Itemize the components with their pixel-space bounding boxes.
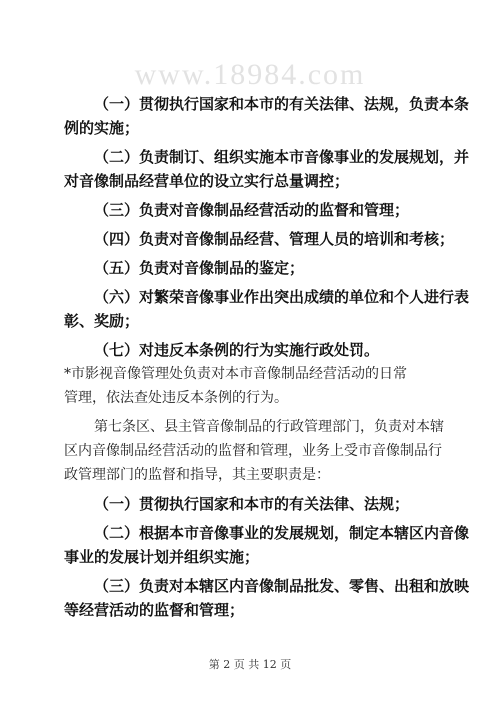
- paragraph-3: （三）负责对音像制品经营活动的监督和管理；: [94, 201, 410, 219]
- watermark: www.18984.com: [134, 58, 366, 91]
- paragraph-7: （七）对违反本条例的行为实施行政处罚。: [94, 341, 380, 359]
- duty-1: （一）贯彻执行国家和本市的有关法律、法规；: [94, 495, 410, 513]
- article-7-line-3: 政管理部门的监督和指导，其主要职责是：: [64, 467, 330, 483]
- paragraph-6-line-2: 彰、奖励；: [64, 312, 140, 330]
- note-line-1: *市影视音像管理处负责对本市音像制品经营活动的日常: [64, 366, 407, 382]
- paragraph-2-line-1: （二）负责制订、组织实施本市音像事业的发展规划，并: [94, 148, 470, 166]
- duty-3-line-2: 等经营活动的监督和管理；: [64, 601, 245, 619]
- page-number: 第 2 页 共 12 页: [208, 658, 292, 671]
- paragraph-1-line-2: 例的实施；: [64, 119, 140, 137]
- paragraph-2-line-2: 对音像制品经营单位的设立实行总量调控；: [64, 172, 350, 190]
- article-7-line-1: 第七条区、县主管音像制品的行政管理部门，负责对本辖: [94, 419, 444, 435]
- note-line-2: 管理，依法查处违反本条例的行为。: [64, 390, 288, 406]
- paragraph-1-line-1: （一）贯彻执行国家和本市的有关法律、法规，负责本条: [94, 95, 470, 113]
- article-7-line-2: 区内音像制品经营活动的监督和管理，业务上受市音像制品行: [64, 443, 442, 459]
- paragraph-4: （四）负责对音像制品经营、管理人员的培训和考核；: [94, 230, 455, 248]
- paragraph-5: （五）负责对音像制品的鉴定；: [94, 259, 305, 277]
- duty-3-line-1: （三）负责对本辖区内音像制品批发、零售、出租和放映: [94, 577, 470, 595]
- duty-2-line-2: 事业的发展计划并组织实施；: [64, 548, 260, 566]
- paragraph-6-line-1: （六）对繁荣音像事业作出突出成绩的单位和个人进行表: [94, 288, 470, 306]
- duty-2-line-1: （二）根据本市音像事业的发展规划，制定本辖区内音像: [94, 524, 470, 542]
- document-body: [64, 92, 470, 622]
